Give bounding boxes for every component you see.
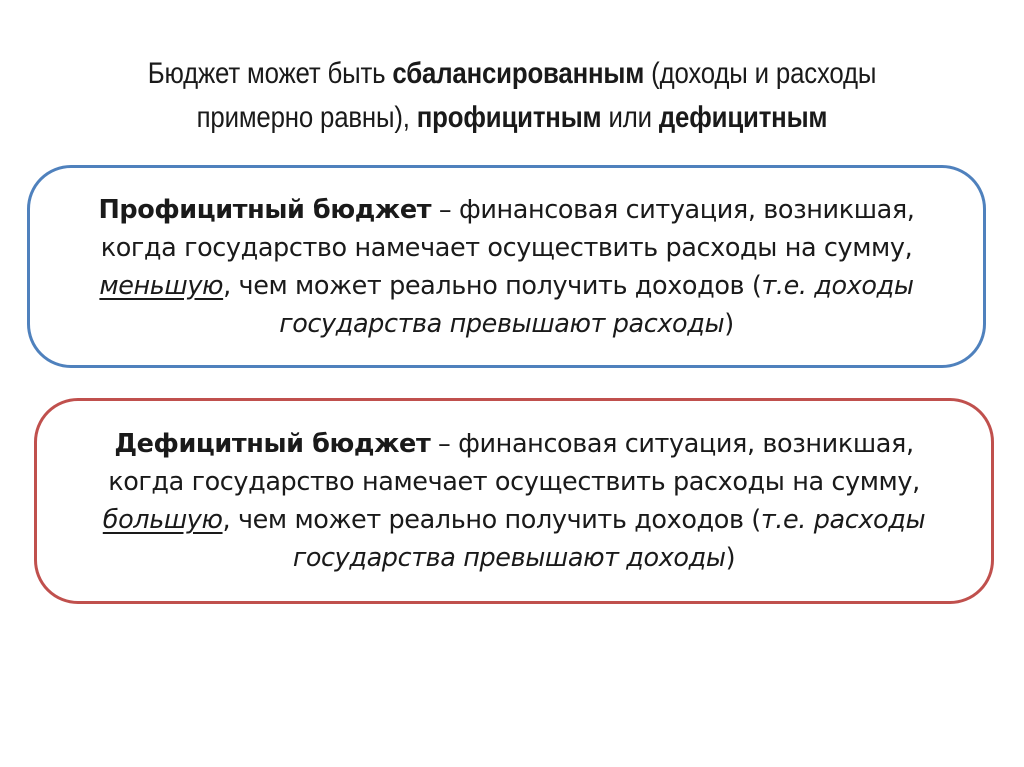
- definition-line: финансовая ситуация, возникшая,: [458, 429, 914, 459]
- italic-note: т.е. расходы: [760, 505, 926, 535]
- italic-note: т.е. доходы: [761, 270, 914, 301]
- dash: –: [430, 429, 459, 459]
- italic-note: государства превышают доходы: [292, 543, 726, 573]
- title-bold-deficit: дефицитным: [658, 101, 828, 134]
- emphasis-word: большую: [102, 505, 223, 535]
- deficit-budget-definition-box: [34, 398, 994, 604]
- dash: –: [431, 194, 459, 225]
- definition-line: когда государство намечает осуществить расходы на сумму,: [108, 467, 920, 497]
- definition-line: финансовая ситуация, возникшая,: [458, 194, 915, 225]
- definition-line: , чем может реально получить доходов (: [222, 505, 761, 535]
- surplus-budget-definition-box: [27, 165, 986, 368]
- definition-text: [30, 191, 983, 343]
- definition-text: [37, 425, 991, 577]
- title-line-2: [72, 96, 953, 140]
- title-text: Бюджет может быть: [147, 57, 393, 90]
- slide-title: [72, 52, 953, 140]
- paren: ): [724, 308, 734, 339]
- definition-term: Профицитный бюджет: [98, 194, 432, 225]
- definition-line: , чем может реально получить доходов (: [223, 270, 762, 301]
- title-text: (доходы и расходы: [644, 57, 877, 90]
- title-bold-surplus: профицитным: [416, 101, 602, 134]
- title-text: примерно равны),: [196, 101, 417, 134]
- title-text: или: [601, 101, 659, 134]
- title-line-1: [72, 52, 953, 96]
- paren: ): [725, 543, 736, 573]
- definition-term: Дефицитный бюджет: [114, 429, 431, 459]
- emphasis-word: меньшую: [99, 270, 224, 301]
- definition-line: когда государство намечает осуществить расходы на сумму,: [100, 232, 913, 263]
- italic-note: государства превышают расходы: [279, 308, 725, 339]
- title-bold-balanced: сбалансированным: [392, 57, 645, 90]
